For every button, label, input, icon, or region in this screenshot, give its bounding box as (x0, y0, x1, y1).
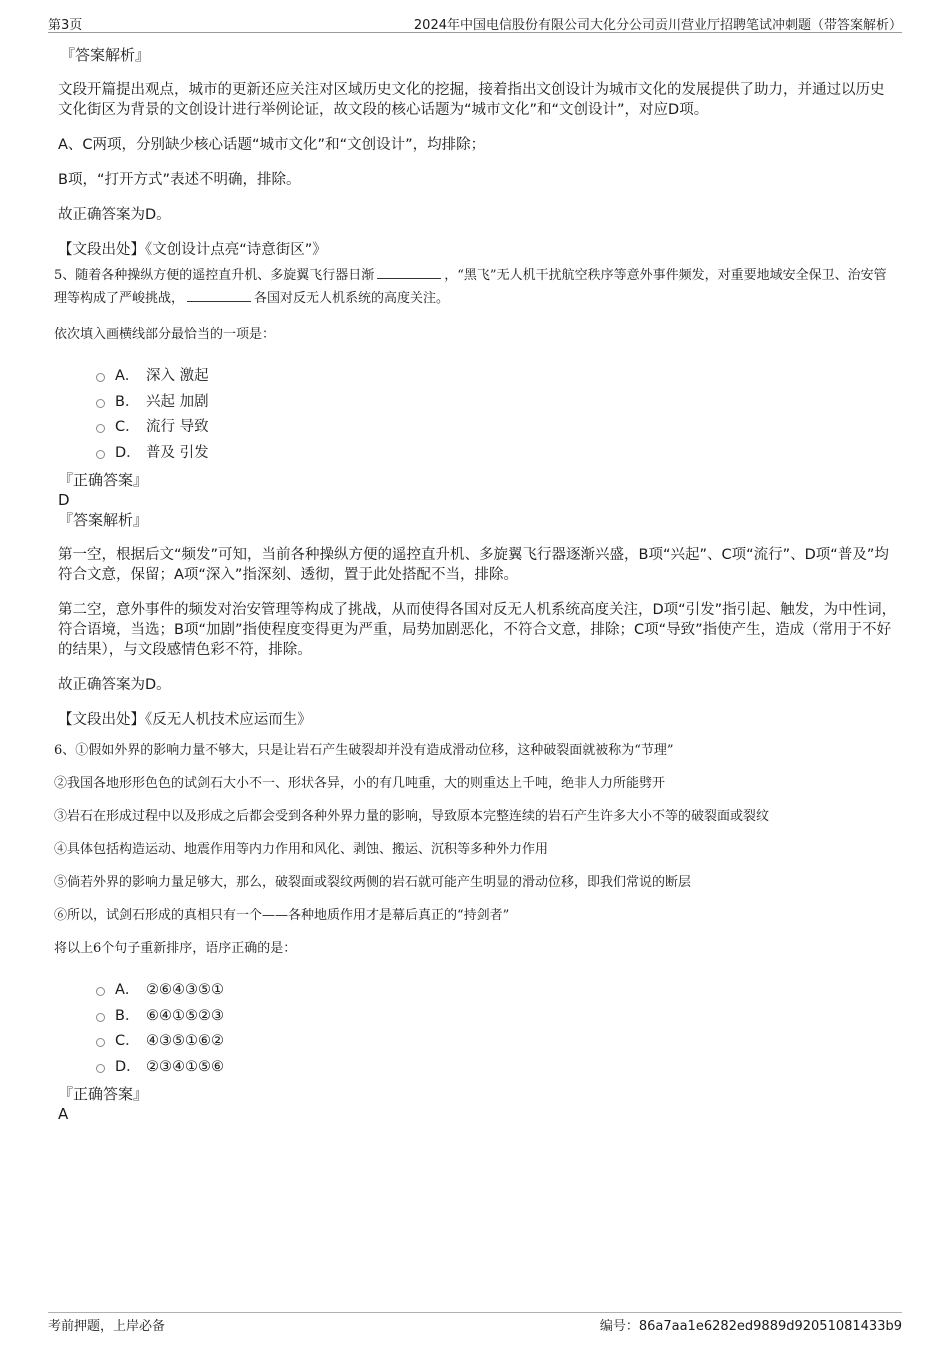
option-a[interactable]: A． 深入 激起 (58, 364, 898, 390)
option-b[interactable]: B． ⑥④①⑤②③ (58, 1004, 898, 1030)
footer-slogan: 考前押题，上岸必备 (48, 1319, 166, 1334)
radio-icon[interactable] (96, 987, 105, 996)
radio-icon[interactable] (96, 373, 105, 382)
analysis-conclusion: 故正确答案为D。 (58, 207, 171, 223)
correct-answer: A (58, 1105, 69, 1123)
question-6-sentence: ③岩石在形成过程中以及形成之后都会受到各种外界力量的影响，导致原本完整连续的岩石产生许多大小不等的破裂面或裂纹 (54, 809, 770, 824)
question-6-sentence: ⑥所以，试剑石形成的真相只有一个——各种地质作用才是幕后真正的“持剑者” (54, 908, 510, 923)
option-b[interactable]: B． 兴起 加剧 (58, 390, 898, 416)
option-d[interactable]: D． 普及 引发 (58, 441, 898, 467)
content (54, 45, 898, 1124)
question-6-prompt: 将以上6个句子重新排序，语序正确的是： (54, 941, 297, 956)
analysis-paragraph: 第二空，意外事件的频发对治安管理等构成了挑战，从而使得各国对反无人机系统高度关注，D项“引发”指引起、触发，为中性词，符合语境，当选；B项“加剧”指使程度变得更为严重，局势加剧恶化，不符合文意，排除；C项“导致”指使产生，造成（常用于不好的结果），与文段感情色彩不符，排除。 (58, 602, 897, 658)
radio-icon[interactable] (96, 1038, 105, 1047)
option-c[interactable]: C． 流行 导致 (58, 415, 898, 441)
correct-answer-label: 『正确答案』 (58, 471, 149, 489)
option-a[interactable]: A． ②⑥④③⑤① (58, 978, 898, 1004)
fill-blank-1 (377, 264, 441, 279)
document-code: 编号：86a7aa1e6282ed9889d92051081433b9 (599, 1319, 902, 1334)
document-title: 2024年中国电信股份有限公司大化分公司贡川营业厅招聘笔试冲刺题（带答案解析） (413, 18, 902, 33)
radio-icon[interactable] (96, 450, 105, 459)
question-5-prompt: 依次填入画横线部分最恰当的一项是： (54, 327, 276, 342)
correct-answer-label: 『正确答案』 (58, 1085, 149, 1103)
analysis-paragraph: A、C两项，分别缺少核心话题“城市文化”和“文创设计”，均排除； (58, 137, 486, 153)
question-6-sentence: ④具体包括构造运动、地震作用等内力作用和风化、剥蚀、搬运、沉积等多种外力作用 (54, 842, 549, 857)
source-citation: 【文段出处】《文创设计点亮“诗意街区”》 (58, 242, 327, 258)
option-c[interactable]: C． ④③⑤①⑥② (58, 1029, 898, 1055)
question-6-sentence: 6、①假如外界的影响力量不够大，只是让岩石产生破裂却并没有造成滑动位移，这种破裂面就被称为“节理” (54, 743, 674, 758)
footer-divider (48, 1312, 902, 1313)
fill-blank-2 (187, 287, 251, 302)
question-6-sentence: ⑤倘若外界的影响力量足够大，那么，破裂面或裂纹两侧的岩石就可能产生明显的滑动位移，即我们常说的断层 (54, 875, 692, 890)
option-d[interactable]: D． ②③④①⑤⑥ (58, 1055, 898, 1081)
analysis-label: 『答案解析』 (58, 511, 149, 529)
question-5-stem: 5、随着各种操纵方便的遥控直升机、多旋翼飞行器日渐 ，“黑飞”无人机干扰航空秩序等意外事件频发，对重要地域安全保卫、治安管理等构成了严峻挑战， 各国对反无人机系统的高度关注。 (54, 264, 898, 310)
analysis-paragraph: B项，“打开方式”表述不明确，排除。 (58, 172, 301, 188)
analysis-conclusion: 故正确答案为D。 (58, 677, 171, 693)
radio-icon[interactable] (96, 1064, 105, 1073)
source-citation: 【文段出处】《反无人机技术应运而生》 (58, 712, 312, 728)
analysis-label: 『答案解析』 (60, 46, 151, 64)
question-6-options (58, 978, 898, 1080)
analysis-paragraph: 第一空，根据后文“频发”可知，当前各种操纵方便的遥控直升机、多旋翼飞行器逐渐兴盛，B项“兴起”、C项“流行”、D项“普及”均符合文意，保留；A项“深入”指深刻、透彻，置于此处搭配不当，排除。 (58, 547, 889, 583)
analysis-paragraph: 文段开篇提出观点，城市的更新还应关注对区域历史文化的挖掘，接着指出文创设计为城市文化的发展提供了助力，并通过以历史文化街区为背景的文创设计进行举例论证，故文段的核心话题为“城市文化”和“文创设计”，对应D项。 (58, 82, 885, 118)
header-divider (48, 32, 902, 33)
radio-icon[interactable] (96, 1013, 105, 1022)
page-number: 第3页 (48, 18, 83, 33)
question-6-sentence: ②我国各地形形色色的试剑石大小不一、形状各异，小的有几吨重，大的则重达上千吨，绝非人力所能劈开 (54, 776, 666, 791)
question-5-options (58, 364, 898, 466)
radio-icon[interactable] (96, 399, 105, 408)
correct-answer: D (58, 491, 70, 509)
radio-icon[interactable] (96, 424, 105, 433)
